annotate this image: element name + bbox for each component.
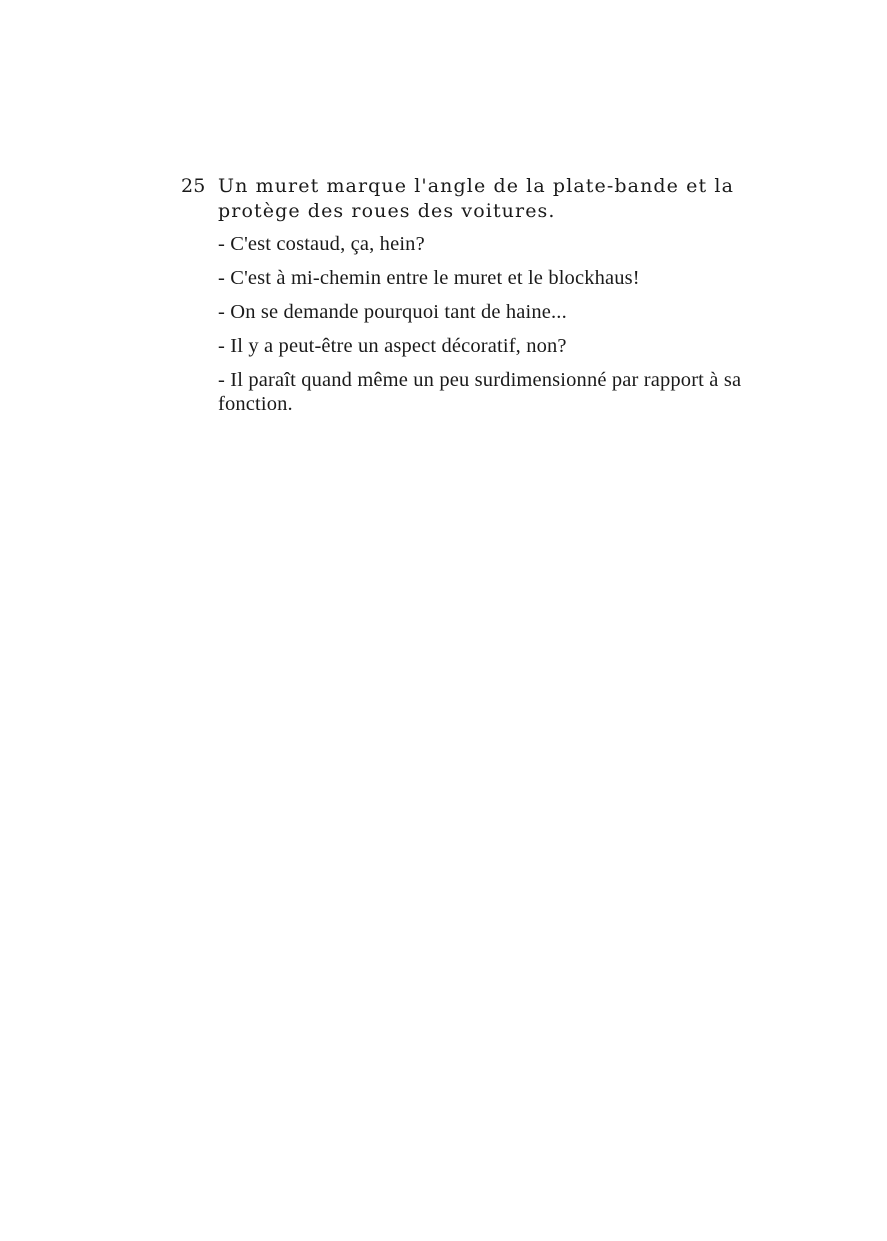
entry-lead-text: Un muret marque l'angle de la plate-bande et la protège des roues des voitures.	[218, 175, 734, 222]
entry-number: 25	[181, 175, 206, 197]
reply-line: - C'est costaud, ça, hein?	[218, 233, 425, 255]
entry-body	[218, 174, 758, 416]
numbered-entry	[181, 174, 761, 426]
reply-line: - Il y a peut-être un aspect décoratif, non?	[218, 335, 567, 357]
reply-line: - C'est à mi-chemin entre le muret et le blockhaus!	[218, 267, 640, 289]
reply-line: - On se demande pourquoi tant de haine...	[218, 301, 567, 323]
reply-line: - Il paraît quand même un peu surdimensionné par rapport à sa fonction.	[218, 369, 742, 415]
